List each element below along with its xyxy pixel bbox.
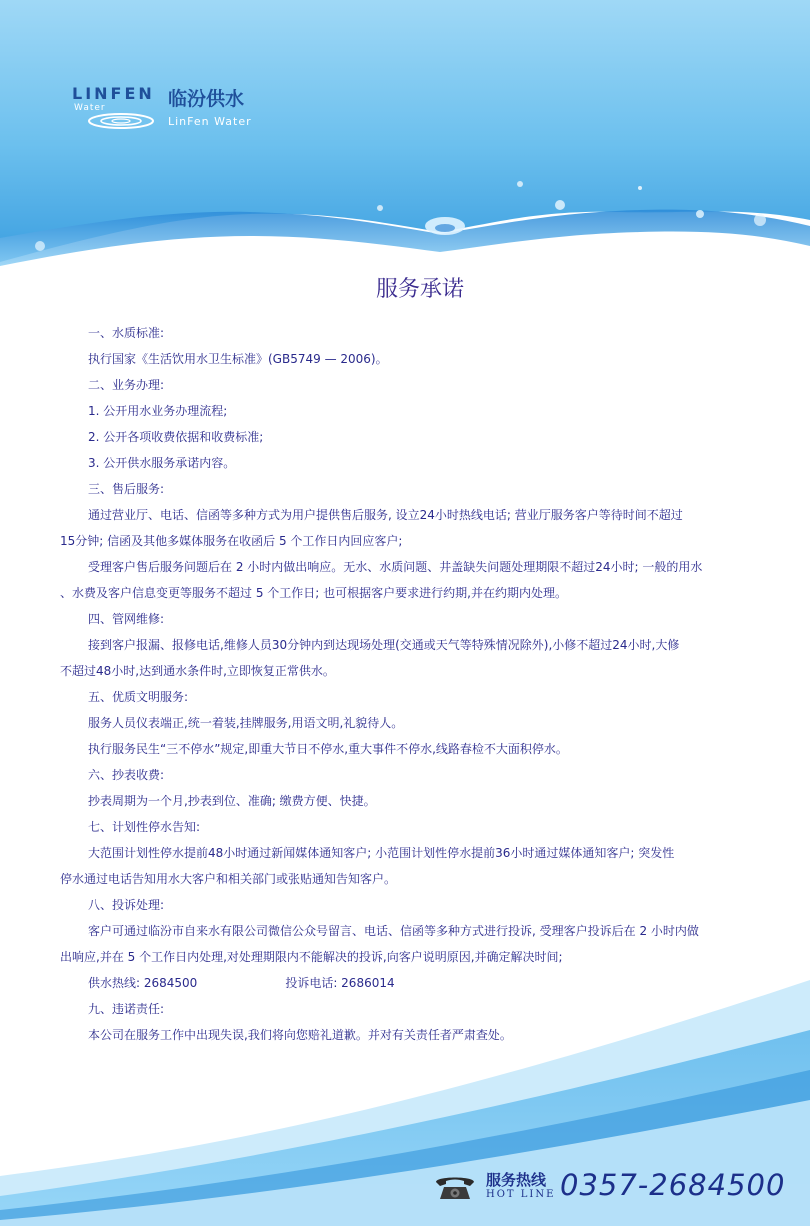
supply-hotline: 供水热线: 2684500 <box>88 976 198 990</box>
text-line: 受理客户售后服务问题后在 2 小时内做出响应。无水、水质问题、井盖缺失问题处理期限不超过24小时; 一般的用水 <box>88 560 703 574</box>
logo-text-cn: 临汾供水 <box>168 88 245 110</box>
text-line: 不超过48小时,达到通水条件时,立即恢复正常供水。 <box>60 664 335 678</box>
text-line: 执行服务民生“三不停水”规定,即重大节日不停水,重大事件不停水,线路春检不大面积停水。 <box>88 742 568 756</box>
logo-text-en: LINFEN <box>72 84 155 103</box>
text-line: 2. 公开各项收费依据和收费标准; <box>88 430 264 444</box>
text-line: 九、违诺责任: <box>88 1002 165 1016</box>
text-line: 四、管网维修: <box>88 612 165 626</box>
company-logo <box>72 84 272 134</box>
text-line: 五、优质文明服务: <box>88 690 189 704</box>
complaint-hotline: 投诉电话: 2686014 <box>285 976 395 990</box>
hotline-number: 0357-2684500 <box>560 1168 786 1202</box>
text-line: 3. 公开供水服务承诺内容。 <box>88 456 236 470</box>
text-line: 停水通过电话告知用水大客户和相关部门或张贴通知告知客户。 <box>60 872 397 886</box>
telephone-icon <box>432 1172 478 1202</box>
text-line: 六、抄表收费: <box>88 768 165 782</box>
logo-text-water: Water <box>74 103 106 113</box>
service-commitment-body <box>60 320 760 1048</box>
logo-text-cn-sub: LinFen Water <box>168 115 252 128</box>
text-line: 、水费及客户信息变更等服务不超过 5 个工作日; 也可根据客户要求进行约期,并在约期内处理。 <box>60 586 567 600</box>
text-line: 客户可通过临汾市自来水有限公司微信公众号留言、电话、信函等多种方式进行投诉, 受理客户投诉后在 2 小时内做 <box>88 924 699 938</box>
text-line: 八、投诉处理: <box>88 898 165 912</box>
text-line: 大范围计划性停水提前48小时通过新闻媒体通知客户; 小范围计划性停水提前36小时通过媒体通知客户; 突发性 <box>88 846 675 860</box>
text-line: 通过营业厅、电话、信函等多种方式为用户提供售后服务, 设立24小时热线电话; 营业厅服务客户等待时间不超过 <box>88 508 683 522</box>
header-water-background <box>0 0 810 300</box>
text-line: 接到客户报漏、报修电话,维修人员30分钟内到达现场处理(交通或天气等特殊情况除外),小修不超过24小时,大修 <box>88 638 680 652</box>
text-line: 二、业务办理: <box>88 378 165 392</box>
text-line: 三、售后服务: <box>88 482 165 496</box>
text-line: 一、水质标准: <box>88 326 165 340</box>
text-line: 15分钟; 信函及其他多媒体服务在收函后 5 个工作日内回应客户; <box>60 534 403 548</box>
footer-hotline <box>432 1168 792 1208</box>
hotline-label-cn: 服务热线 <box>486 1171 547 1189</box>
text-line: 七、计划性停水告知: <box>88 820 201 834</box>
water-swirl-icon <box>86 110 156 130</box>
page-title: 服务承诺 <box>375 277 464 302</box>
text-line: 抄表周期为一个月,抄表到位、准确; 缴费方便、快捷。 <box>88 794 376 808</box>
commitment-lines <box>60 320 760 970</box>
text-line: 出响应,并在 5 个工作日内处理,对处理期限内不能解决的投诉,向客户说明原因,并确定解决时间; <box>60 950 563 964</box>
text-line: 1. 公开用水业务办理流程; <box>88 404 228 418</box>
hotline-label-en: HOT LINE <box>486 1189 556 1200</box>
text-line: 执行国家《生活饮用水卫生标准》(GB5749 — 2006)。 <box>88 352 388 366</box>
text-line: 本公司在服务工作中出现失误,我们将向您赔礼道歉。并对有关责任者严肃查处。 <box>88 1028 512 1042</box>
text-line: 服务人员仪表端正,统一着装,挂牌服务,用语文明,礼貌待人。 <box>88 716 404 730</box>
